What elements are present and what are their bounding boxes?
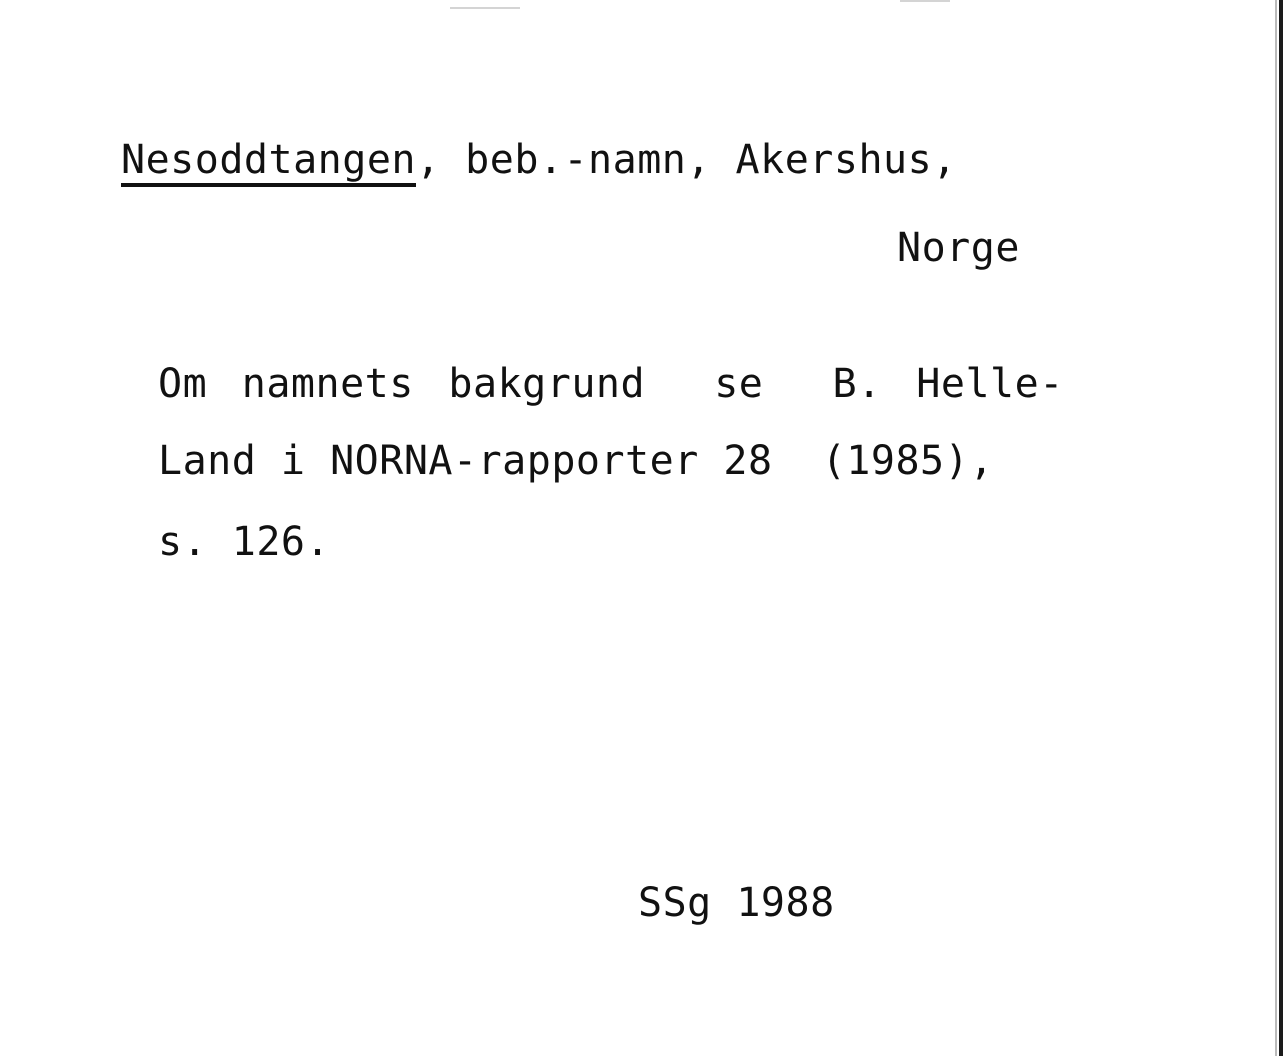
heading-description: , beb.-namn, Akershus,	[415, 137, 957, 183]
headword: Nesoddtangen	[121, 137, 416, 187]
signature: SSg 1988	[638, 880, 835, 926]
card-right-edge	[1279, 0, 1283, 1056]
reference-line-2: Land i NORNA-rapporter 28 (1985),	[158, 438, 994, 484]
scan-noise-marks	[0, 0, 1283, 12]
card-edge-shadow	[1275, 0, 1277, 1056]
reference-line-3: s. 126.	[158, 519, 331, 565]
country-label: Norge	[897, 225, 1020, 271]
heading-line	[121, 136, 957, 184]
reference-line-1: Om namnets bakgrund se B. Helle-	[158, 361, 1064, 407]
